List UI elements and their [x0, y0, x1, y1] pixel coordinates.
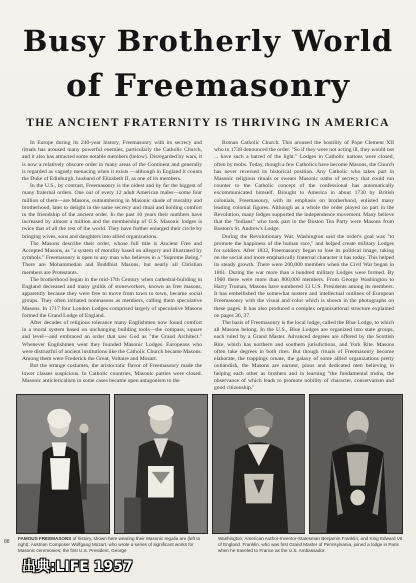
paragraph: But the strange costumes, the aristocratic flavor of Freemasonry made the lower classes suspicious. In Catholic countries, Masonic parties were closed. Masonic anticlericalism in some cases became open antagonism to the: [22, 363, 202, 384]
paragraph: The Masons describe their order, whose full title is Ancient Free and Accepted Masons, as "a system of morality based on allegory and illustrated by symbols." Freemasonry is open to any man who believes in a "Supreme Being." There are Mohammedan and Buddhist Masons, but nearly all Christian members are Protestants.: [22, 240, 202, 276]
mozart-figure: [17, 395, 109, 533]
photo-mozart: [16, 394, 110, 534]
photo-franklin: [212, 394, 306, 534]
article-deck: THE ANCIENT FRATERNITY IS THRIVING IN AMERICA: [26, 116, 390, 129]
edward-vii-figure: [310, 395, 402, 533]
paragraph: In Europe during its 240-year history, Freemasonry with its secrecy and rituals has aroused many powerful enemies, particularly the Catholic Church, and it also has attracted some notable members (below). Disregarded by wars, it is now a relatively obscure order in many areas of the Continent and generally is regarded as vaguely menacing when it exists —although in England it counts the Duke of Edinburgh, husband of Elizabeth II, as one of its members.: [22, 140, 202, 183]
paragraph: After decades of religious tolerance many Englishmen now found comfort in a moral system based on unchanging building tools—the compass, square and level—and embraced an order that saw God as "the Grand Architect." Whenever Englishmen went they founded Masonic Lodges. Europeans who were distrustful of ancient institutions like the Catholic Church became Masons. Among them were Frederick the Great, Voltaire and Mozart.: [22, 320, 202, 363]
caption-left-text: of history, shown here wearing their Masonic regalia are (left to right): Austrian Composer Wolfgang Mozart, who wrote a series of significant works for Masonic ceremonies; the first U.S. President, George: [18, 536, 201, 553]
text-column-right: [214, 140, 394, 391]
paragraph: The brotherhood began in the mid-17th Century when cathedral-building in England decreased and many guilds of stoneworkers, known as free masons, apparently because they were free to move from town to town, became social groups. They often initiated nonmasons as members, calling them speculative Masons. In 1717 four London Lodges comprised largely of speculative Masons formed the Grand Lodge of England.: [22, 276, 202, 319]
page-number: 88: [4, 539, 10, 545]
caption-lead: FAMOUS FREEMASONS: [18, 536, 72, 541]
source-credit: 出典:LIFE 1957: [22, 559, 133, 575]
photo-strip: [16, 394, 403, 534]
paragraph: The basis of Freemasonry is the local lodge, called the Blue Lodge, to which all Masons belong. In the U.S., Blue Lodges are organized into state groups, each ruled by a Grand Master. Advanced degrees are offered by the Scottish Rite, which has northern and southern jurisdictions, and York Rite. Masons often take degrees in both rites. But though rituals of Freemasonry become elaborate, the trappings ornate, the galaxy of some allied organizations pretty outlandish, the Masons are earnest, pious and dedicated men believing in helping each other as brothers and in learning "the fundamental truths, the observance of which leads to promote nobility of character, conservatism and good citizenship.": [214, 320, 394, 391]
washington-figure: [115, 395, 207, 533]
article-title-line-1: Busy Brotherly World: [22, 24, 394, 58]
paragraph: During the Revolutionary War, Washington said the order's goal was "to promote the happiness of the human race," and helped create military Lodges for soldiers. After 1832, Freemasonry began to lose its political image, taking on the social and more emphatically fraternal character it has today. This helped its steady growth. There were 200,000 members when the Civil War began in 1861. During the war more than a hundred military Lodges were formed. By 1900 there were more than 800,000 members. From George Washington to Harry Truman, Masons have numbered 13 U.S. Presidents among its members. It has embellished the somewhat austere and intellectual outlines of European Freemasonry with the visual and color which is shown in the photographs on these pages. It has also produced a complex organizational structure explained on pages 36, 37.: [214, 233, 394, 319]
photo-washington: [114, 394, 208, 534]
franklin-figure: [213, 395, 305, 533]
article-title-line-2: of Freemasonry: [66, 68, 350, 104]
text-column-left: [22, 140, 202, 384]
photo-edward-vii: [309, 394, 403, 534]
caption-right-text: Washington; American Author-Inventor-Statesman Benjamin Franklin; and King Edward VII of England. Franklin, who was first Grand Master of Pennsylvania, joined a lodge in Paris when he traveled to France as the U.S. Ambassador.: [218, 536, 403, 553]
paragraph: Roman Catholic Church. This aroused the hostility of Pope Clement XII who in 1738 denounced the order. "So if they were not acting ill, they would not ... have such a hatred of the light." Lodges in Catholic nations were closed, often by mobs. Today, though a few Catholics have become Masons, the Church has never reversed its historical position. Any Catholic who takes part in Masonic religious rituals or swears Masonic oaths of secrecy that could run counter to the Catholic concept of the confessional has automatically excommunicated himself. Brought to America in about 1730 by British colonials, Freemasonry, with its emphasis on brotherhood, enlisted many leading colonial figures. Although as a whole the order played no part in the Revolution, many lodges supported the independence movement. Many believe that the "Indians" who took part in the Boston Tea Party were Masons from Boston's St. Andrew's Lodge.: [214, 140, 394, 233]
caption-right: [218, 536, 404, 568]
paragraph: In the U.S., by contrast, Freemasonry is the oldest and by far the biggest of many fraternal orders. One out of every 12 adult American males—some four million of them—are Masons, outnumbering in Masonic shade of morality and brotherhood, later to delight in the same secrecy and ritual and holding comfort in the friendship of the ancient order. In the past 10 years their numbers have increased by almost a million and the membership of U.S. Masonic lodges is twice that of all the rest of the world. They have further enlarged their circle by bringing wives, sons and daughters into allied organizations.: [22, 183, 202, 240]
